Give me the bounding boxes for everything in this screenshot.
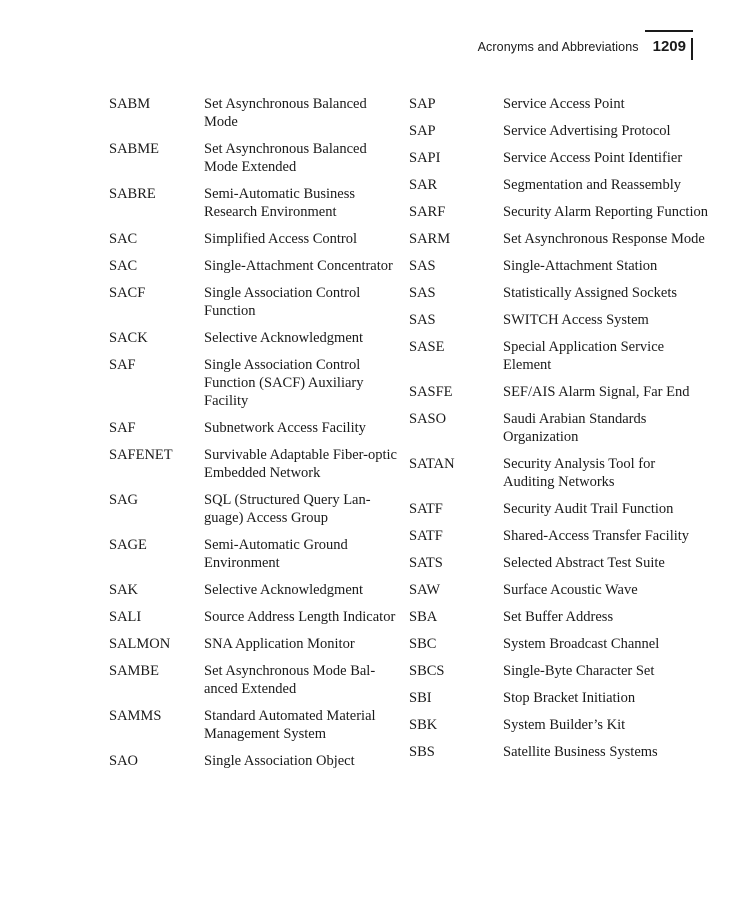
definition: Selective Acknowledgment — [204, 582, 364, 598]
glossary-entry — [109, 329, 399, 347]
acronym: SBI — [409, 690, 432, 706]
glossary-entry — [109, 95, 399, 131]
acronym: SAW — [409, 582, 441, 598]
acronym: SABME — [109, 141, 159, 157]
acronym: SASFE — [409, 384, 453, 400]
acronym: SAP — [409, 123, 436, 139]
glossary-entry — [409, 383, 709, 401]
definition: Shared-Access Transfer Facility — [503, 528, 690, 544]
glossary-entry — [109, 356, 399, 410]
glossary-entry — [109, 536, 399, 572]
glossary-entry — [409, 149, 709, 167]
acronym: SBS — [409, 744, 435, 760]
glossary-entry — [409, 122, 709, 140]
glossary-entry — [409, 716, 709, 734]
definition: Set Asynchronous Balanced Mode — [204, 96, 367, 130]
definition: Single-Attachment Concentrator — [204, 258, 393, 274]
definition: Security Audit Trail Function — [503, 501, 674, 517]
acronym: SATF — [409, 528, 443, 544]
page-number: 1209 — [649, 38, 693, 60]
glossary-entry — [109, 419, 399, 437]
acronym: SAMBE — [109, 663, 159, 679]
acronym: SBA — [409, 609, 438, 625]
acronym: SATS — [409, 555, 443, 571]
acronym: SARM — [409, 231, 451, 247]
acronym: SAPI — [409, 150, 441, 166]
glossary-entry — [409, 257, 709, 275]
glossary-entry — [409, 500, 709, 518]
definition: SQL (Structured Query Lan-guage) Access Group — [204, 492, 371, 526]
definition: Single Association Control Function — [204, 285, 361, 319]
glossary-entry — [109, 284, 399, 320]
definition: Stop Bracket Initiation — [503, 690, 636, 706]
right-column — [409, 95, 709, 770]
acronym: SACK — [109, 330, 148, 346]
glossary-entry — [109, 491, 399, 527]
acronym: SAF — [109, 357, 136, 373]
glossary-entry — [409, 455, 709, 491]
acronym: SAS — [409, 258, 436, 274]
acronym: SASO — [409, 411, 447, 427]
left-column — [109, 95, 399, 779]
glossary-entry — [409, 284, 709, 302]
definition: Subnetwork Access Facility — [204, 420, 366, 436]
definition: Service Advertising Protocol — [503, 123, 671, 139]
acronym: SACF — [109, 285, 146, 301]
acronym: SAC — [109, 231, 138, 247]
glossary-entry — [409, 203, 709, 221]
acronym: SAS — [409, 285, 436, 301]
glossary-entry — [409, 662, 709, 680]
glossary-entry — [109, 185, 399, 221]
definition: SNA Application Monitor — [204, 636, 355, 652]
acronym: SAK — [109, 582, 139, 598]
acronym: SBK — [409, 717, 438, 733]
definition: Single-Byte Character Set — [503, 663, 655, 679]
definition: Set Asynchronous Mode Bal-anced Extended — [204, 663, 376, 697]
definition: Service Access Point Identifier — [503, 150, 683, 166]
glossary-entry — [109, 140, 399, 176]
definition: Set Buffer Address — [503, 609, 614, 625]
definition: System Builder’s Kit — [503, 717, 626, 733]
definition: SEF/AIS Alarm Signal, Far End — [503, 384, 690, 400]
acronym: SALI — [109, 609, 142, 625]
acronym: SBC — [409, 636, 437, 652]
definition: Single Association Control Function (SACF) Auxiliary Facility — [204, 357, 364, 409]
definition: Single-Attachment Station — [503, 258, 658, 274]
glossary-entry — [109, 752, 399, 770]
definition: Set Asynchronous Response Mode — [503, 231, 705, 247]
definition: Simplified Access Control — [204, 231, 358, 247]
definition: Selective Acknowledgment — [204, 330, 364, 346]
glossary-entry — [409, 410, 709, 446]
glossary-entry — [409, 311, 709, 329]
definition: Source Address Length Indicator — [204, 609, 396, 625]
glossary-entry — [409, 608, 709, 626]
glossary-entry — [409, 554, 709, 572]
glossary-entry — [109, 707, 399, 743]
acronym: SAP — [409, 96, 436, 112]
definition: Segmentation and Reassembly — [503, 177, 681, 193]
acronym: SBCS — [409, 663, 445, 679]
glossary-entry — [409, 689, 709, 707]
acronym: SASE — [409, 339, 445, 355]
acronym: SAR — [409, 177, 438, 193]
glossary-entry — [109, 608, 399, 626]
glossary-entry — [409, 176, 709, 194]
definition: Statistically Assigned Sockets — [503, 285, 677, 301]
glossary-entry — [409, 581, 709, 599]
definition: Survivable Adaptable Fiber-optic Embedded Network — [204, 447, 397, 481]
definition: Special Application Service Element — [503, 339, 665, 373]
glossary-entry — [109, 257, 399, 275]
definition: Surface Acoustic Wave — [503, 582, 638, 598]
acronym: SAG — [109, 492, 139, 508]
definition: Saudi Arabian Standards Organization — [503, 411, 647, 445]
definition: Semi-Automatic Ground Environment — [204, 537, 348, 571]
glossary-entry — [409, 743, 709, 761]
glossary-entry — [409, 635, 709, 653]
acronym: SAC — [109, 258, 138, 274]
definition: Security Alarm Reporting Function — [503, 204, 708, 220]
acronym: SAGE — [109, 537, 147, 553]
definition: Satellite Business Systems — [503, 744, 658, 760]
glossary-entry — [109, 446, 399, 482]
definition: Standard Automated Material Management System — [204, 708, 376, 742]
glossary-entry — [109, 581, 399, 599]
running-header — [478, 32, 693, 60]
glossary-entry — [409, 230, 709, 248]
definition: System Broadcast Channel — [503, 636, 660, 652]
acronym: SARF — [409, 204, 446, 220]
acronym: SABM — [109, 96, 151, 112]
definition: Selected Abstract Test Suite — [503, 555, 665, 571]
glossary-entry — [409, 95, 709, 113]
definition: Service Access Point — [503, 96, 625, 112]
definition: Security Analysis Tool for Auditing Networks — [503, 456, 656, 490]
glossary-entry — [109, 230, 399, 248]
acronym: SAF — [109, 420, 136, 436]
acronym: SAFENET — [109, 447, 173, 463]
acronym: SAO — [109, 753, 139, 769]
acronym: SAS — [409, 312, 436, 328]
definition: SWITCH Access System — [503, 312, 649, 328]
glossary-entry — [109, 662, 399, 698]
definition: Set Asynchronous Balanced Mode Extended — [204, 141, 367, 175]
glossary-entry — [409, 527, 709, 545]
acronym: SAMMS — [109, 708, 162, 724]
glossary-entry — [409, 338, 709, 374]
acronym: SABRE — [109, 186, 156, 202]
definition: Semi-Automatic Business Research Environment — [204, 186, 356, 220]
acronym: SALMON — [109, 636, 171, 652]
acronym: SATAN — [409, 456, 455, 472]
definition: Single Association Object — [204, 753, 355, 769]
header-title: Acronyms and Abbreviations — [477, 40, 639, 54]
glossary-entry — [109, 635, 399, 653]
acronym: SATF — [409, 501, 443, 517]
